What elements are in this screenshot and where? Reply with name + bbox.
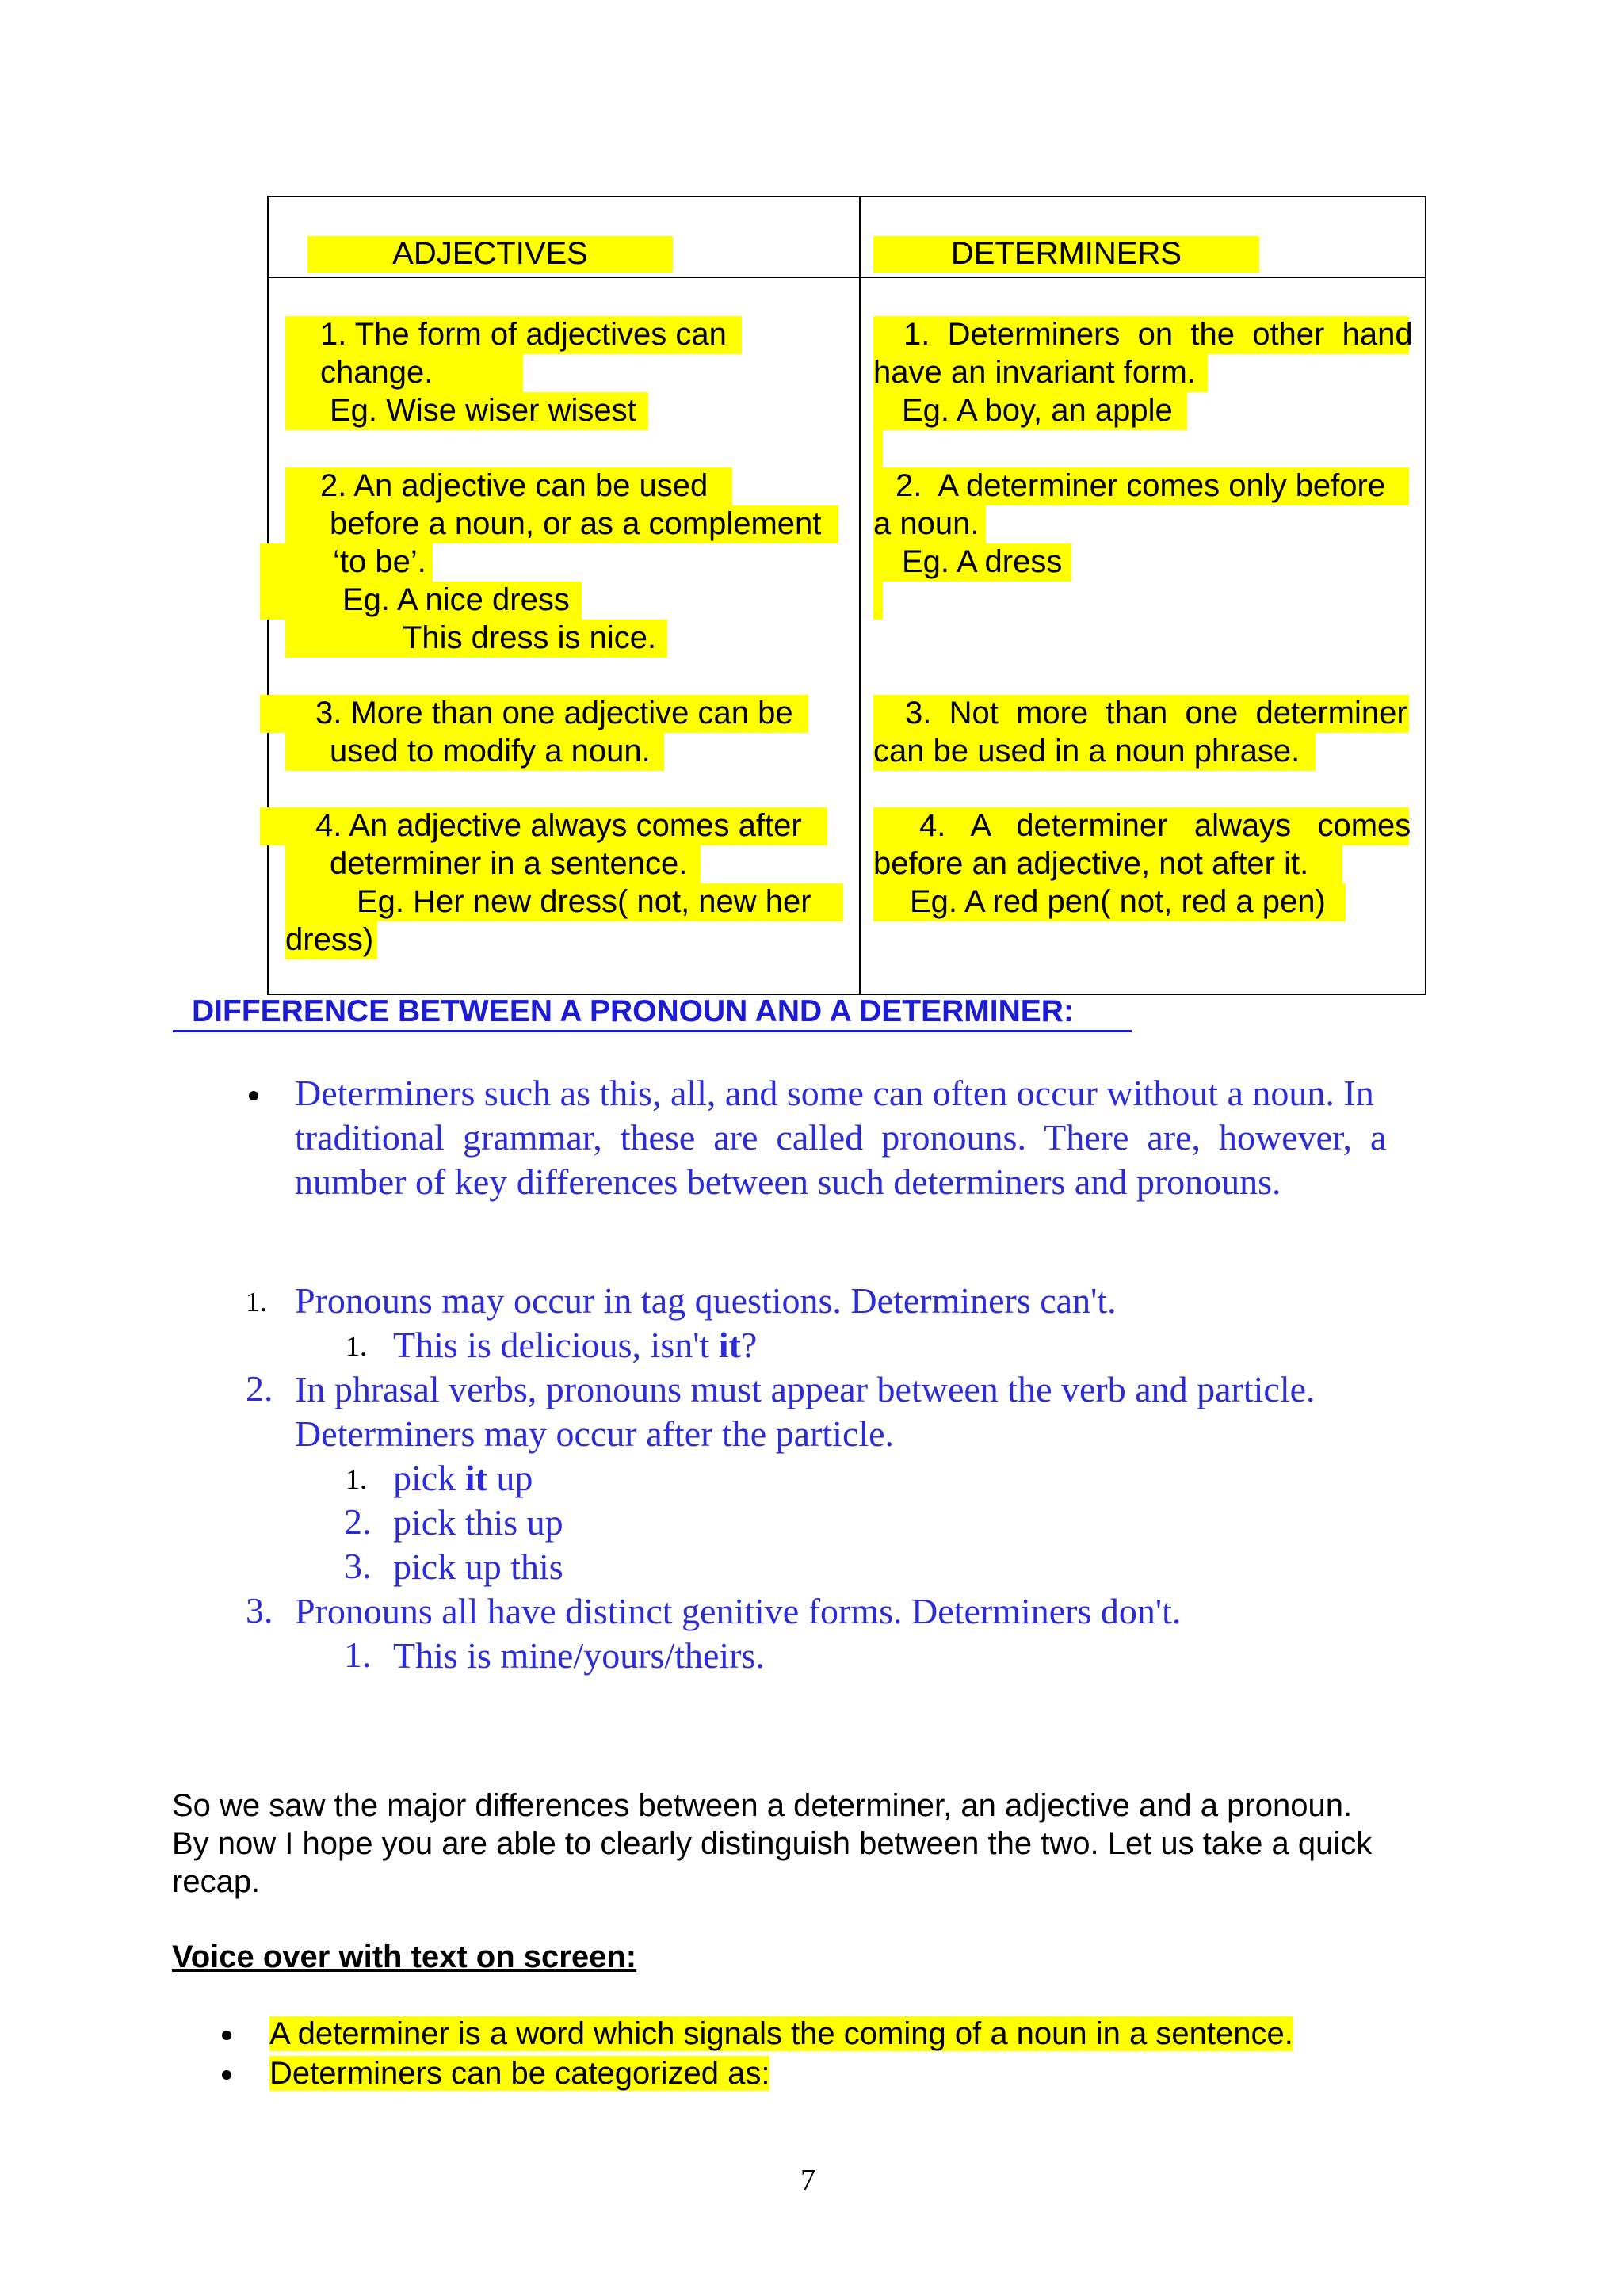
list-number: 1. (346, 1330, 367, 1362)
summary-line3: recap. (172, 1864, 261, 1899)
adj-item4-example: Eg. Her new dress( not, new her (357, 884, 812, 919)
intro-line2: traditional grammar, these are called pronouns. There are, however, a (295, 1117, 1387, 1158)
bullet-icon (222, 2031, 231, 2040)
bullet-icon (249, 1091, 258, 1100)
list-item-2-line2: Determiners may occur after the particle. (295, 1413, 895, 1454)
adj-item2-line2: before a noun, or as a complement (330, 506, 822, 541)
det-item3-line1: 3. Not more than one determiner (905, 696, 1407, 730)
adj-item2-example2: This dress is nice. (403, 620, 657, 655)
adj-item4-line1: 4. An adjective always comes after (315, 808, 802, 843)
page-number: 7 (800, 2164, 815, 2197)
det-item3-line2: can be used in a noun phrase. (873, 734, 1300, 769)
list-number: 1. (246, 1286, 267, 1318)
intro-line3: number of key differences between such determiners and pronouns. (295, 1161, 1281, 1202)
adj-item1-example: Eg. Wise wiser wisest (330, 393, 636, 428)
list-item-1-example: This is delicious, isn't it? (393, 1325, 758, 1365)
det-item4-line2: before an adjective, not after it. (873, 846, 1309, 881)
highlight (873, 430, 883, 468)
det-item2-example: Eg. A dress (902, 544, 1063, 579)
adj-item4-line2: determiner in a sentence. (330, 846, 688, 881)
table-column-divider (859, 197, 861, 994)
adj-item2-line3: ‘to be’. (333, 544, 426, 579)
adj-item4-example-cont: dress) (285, 922, 374, 957)
det-item1-line2: have an invariant form. (873, 355, 1196, 390)
det-item4-example: Eg. A red pen( not, red a pen) (910, 884, 1326, 919)
det-item4-line1: 4. A determiner always comes (919, 808, 1411, 843)
adj-item3-line1: 3. More than one adjective can be (315, 696, 793, 730)
list-number: 1. (344, 1634, 372, 1675)
section-heading-underline (173, 1030, 1132, 1032)
table-header-divider (269, 277, 1425, 278)
adj-item2-line1: 2. An adjective can be used (320, 468, 708, 503)
det-item2-line2: a noun. (873, 506, 980, 541)
summary-line2: By now I hope you are able to clearly distinguish between the two. Let us take a quick (172, 1826, 1373, 1861)
adj-item1-line1: 1. The form of adjectives can (320, 317, 727, 352)
list-number: 2. (246, 1368, 273, 1409)
adj-item3-line2: used to modify a noun. (330, 734, 651, 769)
summary-line1: So we saw the major differences between a determiner, an adjective and a pronoun. (172, 1788, 1353, 1823)
det-item1-line1: 1. Determiners on the other hand (903, 317, 1413, 352)
list-number: 3. (246, 1590, 273, 1630)
section-heading: DIFFERENCE BETWEEN A PRONOUN AND A DETERMINER: (192, 994, 1074, 1028)
intro-line1: Determiners such as this, all, and some can often occur without a noun. In (295, 1073, 1374, 1113)
list-item-3: Pronouns all have distinct genitive forms. Determiners don't. (295, 1591, 1182, 1631)
voice-over-bullet-2: Determiners can be categorized as: (269, 2056, 770, 2091)
adj-item2-example1: Eg. A nice dress (342, 582, 570, 617)
list-item-2-example2: pick this up (393, 1502, 563, 1543)
list-number: 1. (346, 1463, 367, 1495)
list-item-2-line1: In phrasal verbs, pronouns must appear between the verb and particle. (295, 1369, 1316, 1409)
list-item-2-example1: pick it up (393, 1458, 533, 1498)
voice-over-heading: Voice over with text on screen: (172, 1939, 637, 1974)
list-item-3-example: This is mine/yours/theirs. (393, 1635, 765, 1676)
det-item1-example: Eg. A boy, an apple (902, 393, 1173, 428)
list-number: 3. (344, 1546, 372, 1586)
list-item-2-example3: pick up this (393, 1547, 563, 1587)
adj-item1-line2: change. (320, 355, 433, 390)
voice-over-bullet-1: A determiner is a word which signals the coming of a noun in a sentence. (269, 2016, 1293, 2051)
column-header-determiners: DETERMINERS (950, 236, 1182, 271)
det-item2-line1: 2. A determiner comes only before (896, 468, 1386, 503)
list-number: 2. (344, 1501, 372, 1542)
bullet-icon (222, 2070, 231, 2080)
highlight (873, 582, 883, 620)
column-header-adjectives: ADJECTIVES (392, 236, 588, 271)
list-item-1: Pronouns may occur in tag questions. Determiners can't. (295, 1280, 1117, 1321)
